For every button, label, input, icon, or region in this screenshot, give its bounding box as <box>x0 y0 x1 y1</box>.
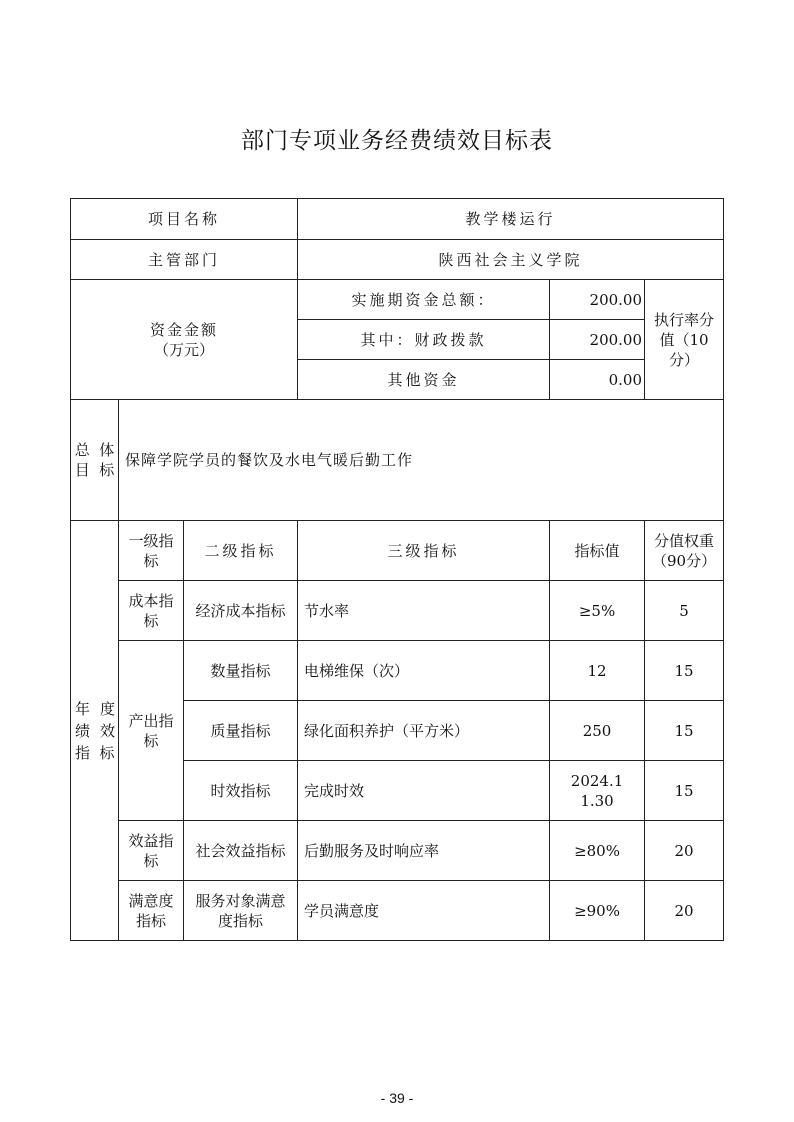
level2-cell: 经济成本指标 <box>184 581 298 641</box>
overall-goal-text: 保障学院学员的餐饮及水电气暖后勤工作 <box>119 400 724 521</box>
level2-cell-text: 服务对象满意度指标 <box>195 891 286 930</box>
value-cell: ≥90% <box>550 881 645 941</box>
weight-cell: 5 <box>645 581 724 641</box>
indicator-header-row <box>71 521 724 581</box>
funds-label <box>71 280 298 400</box>
header-weight <box>645 521 724 581</box>
execution-rate-label <box>645 280 724 400</box>
funds-other-value: 0.00 <box>550 360 645 400</box>
value-cell-text: 2024.11.30 <box>570 771 624 810</box>
group-satisfaction <box>119 881 184 941</box>
header-level3: 三级指标 <box>298 521 550 581</box>
value-cell <box>550 761 645 821</box>
group-cost-text: 成本指标 <box>128 591 174 630</box>
funds-total-row <box>71 280 724 320</box>
overall-goal-label-line1: 总 体 <box>74 441 115 459</box>
table-row <box>71 881 724 941</box>
funds-total-label: 实施期资金总额： <box>298 280 550 320</box>
overall-goal-label-line2: 目 标 <box>74 461 115 479</box>
level3-cell: 学员满意度 <box>298 881 550 941</box>
table-row <box>71 821 724 881</box>
project-name-value: 教学楼运行 <box>298 199 724 240</box>
performance-target-table <box>70 198 724 941</box>
level2-cell: 时效指标 <box>184 761 298 821</box>
value-cell: 250 <box>550 701 645 761</box>
funds-fiscal-value: 200.00 <box>550 320 645 360</box>
group-benefit <box>119 821 184 881</box>
header-level1: 一级指标 <box>119 521 184 581</box>
department-value: 陕西社会主义学院 <box>298 240 724 280</box>
level3-cell: 电梯维保（次） <box>298 641 550 701</box>
level2-cell: 数量指标 <box>184 641 298 701</box>
page-number: - 39 - <box>380 1090 414 1106</box>
level3-cell: 绿化面积养护（平方米） <box>298 701 550 761</box>
funds-label-line1: 资金金额 <box>150 320 219 339</box>
table-row <box>71 581 724 641</box>
department-row <box>71 240 724 280</box>
weight-cell: 20 <box>645 881 724 941</box>
level2-cell: 社会效益指标 <box>184 821 298 881</box>
value-cell: ≥80% <box>550 821 645 881</box>
header-value: 指标值 <box>550 521 645 581</box>
group-satisfaction-text: 满意度指标 <box>128 891 174 930</box>
level2-cell <box>184 881 298 941</box>
overall-goal-row <box>71 400 724 521</box>
level3-cell: 节水率 <box>298 581 550 641</box>
annual-indicator-text: 年 度绩 效指 标 <box>75 699 115 762</box>
funds-label-line2: （万元） <box>154 340 215 359</box>
level2-cell: 质量指标 <box>184 701 298 761</box>
funds-total-value: 200.00 <box>550 280 645 320</box>
level3-cell: 后勤服务及时响应率 <box>298 821 550 881</box>
project-name-label: 项目名称 <box>71 199 298 240</box>
header-level2: 二级指标 <box>184 521 298 581</box>
header-weight-text: 分值权重（90分） <box>652 531 717 570</box>
weight-cell: 20 <box>645 821 724 881</box>
table-row <box>71 641 724 701</box>
annual-indicator-label <box>71 521 119 941</box>
level3-cell: 完成时效 <box>298 761 550 821</box>
group-output-text: 产出指标 <box>128 711 174 750</box>
group-output <box>119 641 184 821</box>
funds-other-label: 其他资金 <box>298 360 550 400</box>
weight-cell: 15 <box>645 701 724 761</box>
overall-goal-label <box>71 400 119 521</box>
weight-cell: 15 <box>645 761 724 821</box>
page-title: 部门专项业务经费绩效目标表 <box>241 128 553 154</box>
execution-rate-text: 执行率分值（10分） <box>654 310 715 369</box>
project-name-row <box>71 199 724 240</box>
group-cost <box>119 581 184 641</box>
value-cell: ≥5% <box>550 581 645 641</box>
funds-fiscal-label: 其中：财政拨款 <box>298 320 550 360</box>
group-benefit-text: 效益指标 <box>128 831 174 870</box>
department-label: 主管部门 <box>71 240 298 280</box>
value-cell: 12 <box>550 641 645 701</box>
weight-cell: 15 <box>645 641 724 701</box>
